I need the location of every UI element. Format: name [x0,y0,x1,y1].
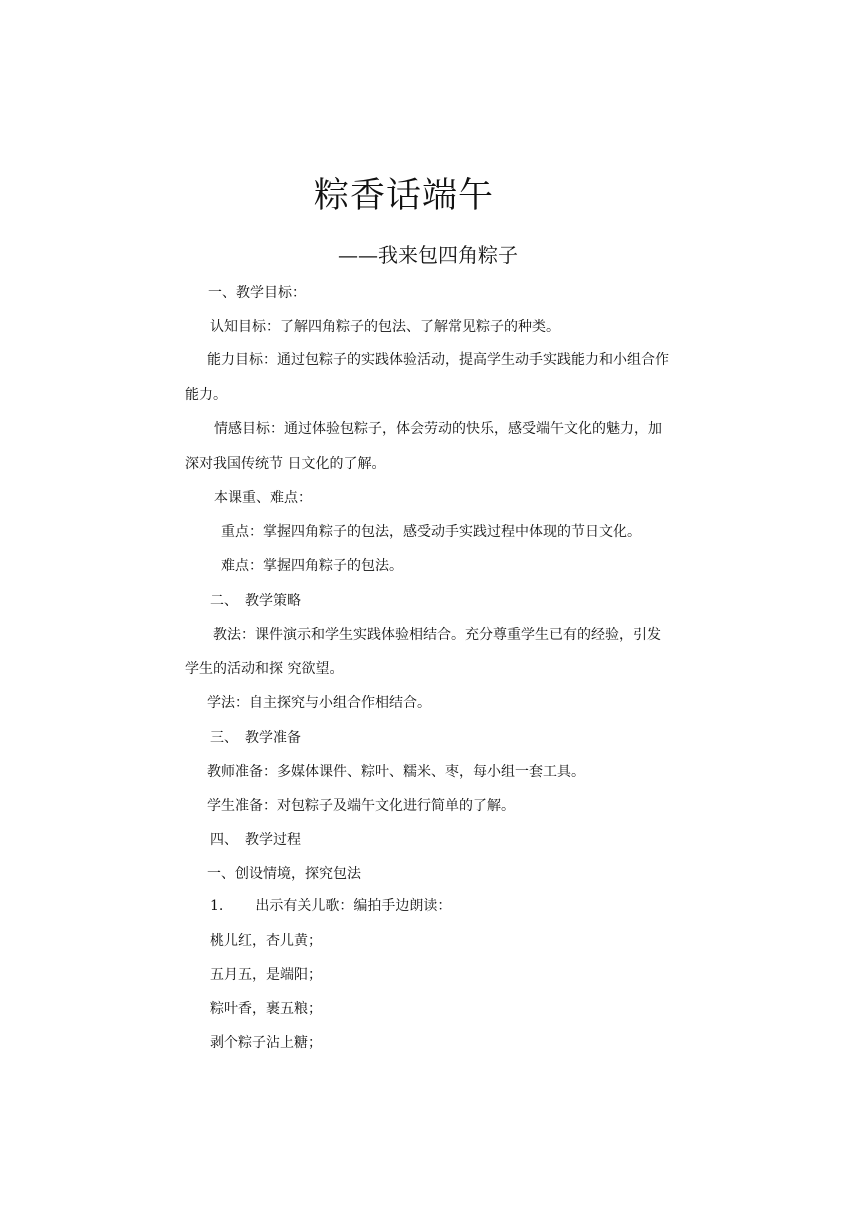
teaching-method-line-2: 学生的活动和探 究欲望。 [185,661,344,677]
document-title: 粽香话端午 [313,176,494,216]
ability-objective-line-2: 能力。 [185,387,227,403]
emotion-objective-line-2: 深对我国传统节 日文化的了解。 [185,456,386,472]
process-step-heading: 一、创设情境，探究包法 [207,866,361,882]
numbered-item-1 [210,896,451,916]
section-heading-preparation: 三、 教学准备 [210,730,301,746]
learning-method: 学法：自主探究与小组合作相结合。 [207,695,431,711]
section-heading-strategy: 二、 教学策略 [210,593,301,609]
rhyme-line-2: 五月五，是端阳； [210,967,322,983]
key-point: 重点：掌握四角粽子的包法，感受动手实践过程中体现的节日文化。 [221,524,641,540]
rhyme-line-4: 剥个粽子沾上糖； [210,1035,322,1051]
emotion-objective-line-1: 情感目标：通过体验包粽子，体会劳动的快乐，感受端午文化的魅力，加 [214,421,662,437]
student-preparation: 学生准备：对包粽子及端午文化进行简单的了解。 [207,798,515,814]
rhyme-line-3: 粽叶香，裹五粮； [210,1001,322,1017]
teacher-preparation: 教师准备：多媒体课件、粽叶、糯米、枣，每小组一套工具。 [207,764,585,780]
section-heading-objectives: 一、教学目标： [208,285,306,301]
teaching-method-line-1: 教法：课件演示和学生实践体验相结合。充分尊重学生已有的经验，引发 [213,627,661,643]
document-subtitle: ——我来包四角粽子 [338,243,518,267]
list-number: 1. [210,898,224,914]
cognitive-objective: 认知目标：了解四角粽子的包法、了解常见粽子的种类。 [210,319,560,335]
numbered-item-text: 出示有关儿歌：编拍手边朗读： [255,898,452,914]
rhyme-line-1: 桃儿红，杏儿黄； [210,933,322,949]
difficult-point: 难点：掌握四角粽子的包法。 [221,558,403,574]
section-heading-process: 四、 教学过程 [210,832,301,848]
ability-objective-line-1: 能力目标：通过包粽子的实践体验活动，提高学生动手实践能力和小组合作 [207,352,669,368]
key-difficult-heading: 本课重、难点： [214,490,312,506]
